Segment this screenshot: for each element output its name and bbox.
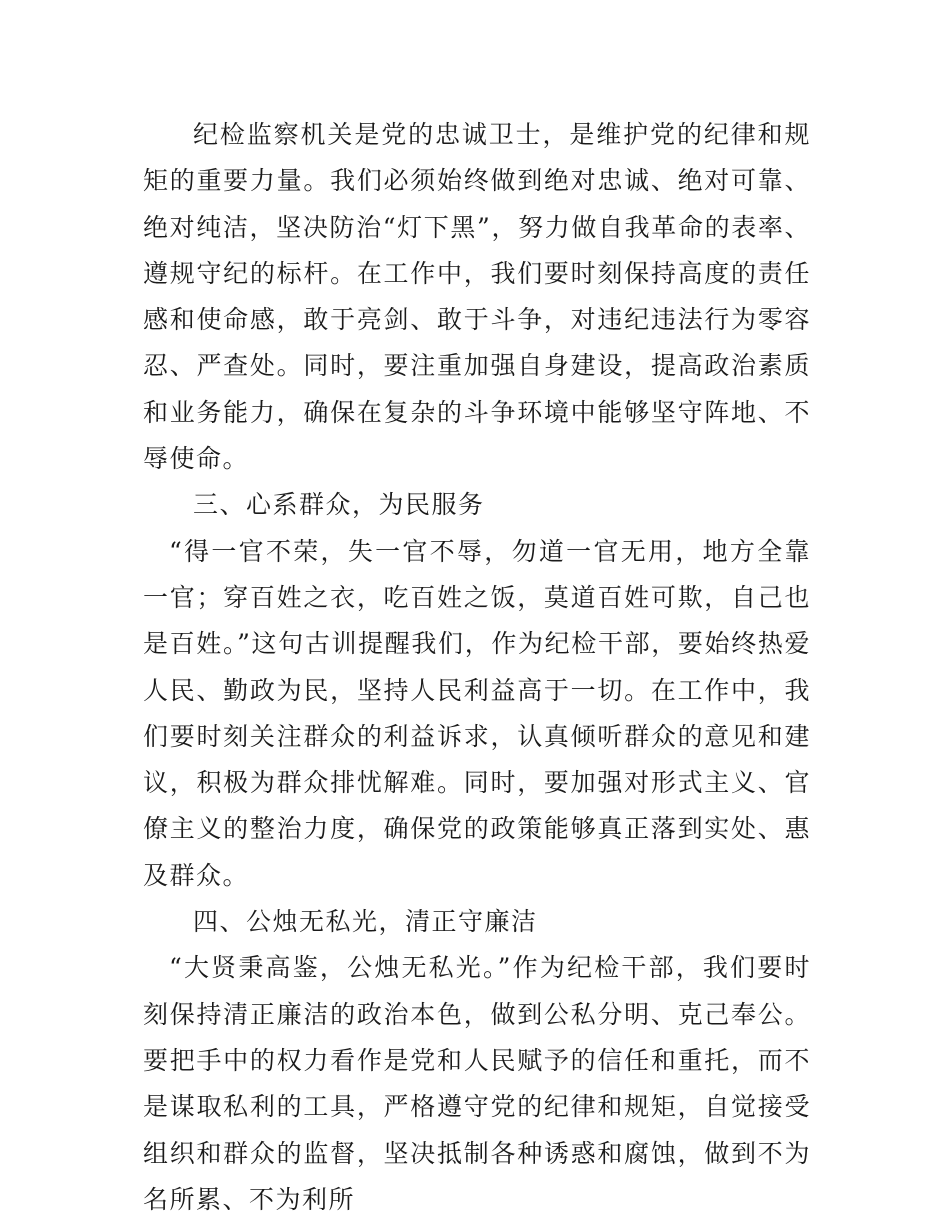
paragraph-serve-people: “得一官不荣，失一官不辱，勿道一官无用，地方全靠一官；穿百姓之衣，吃百姓之饭，莫道百姓可欺，自己也是百姓。”这句古训提醒我们，作为纪检干部，要始终热爱人民、勤政为民，坚持人民利益高于一切。在工作中，我们要时刻关注群众的利益诉求，认真倾听群众的意见和建议，积极为群众排忧解难。同时，要加强对形式主义、官僚主义的整治力度，确保党的政策能够真正落到实处、惠及群众。: [143, 536, 811, 890]
section-heading-serve-people: 三、心系群众，为民服务: [193, 490, 485, 520]
section-heading-integrity: 四、公烛无私光，清正守廉洁: [193, 907, 538, 937]
paragraph-integrity: “大贤秉高鉴，公烛无私光。”作为纪检干部，我们要时刻保持清正廉洁的政治本色，做到公私分明、克己奉公。要把手中的权力看作是党和人民赋予的信任和重托，而不是谋取私利的工具，严格遵守党的纪律和规矩，自觉接受组织和群众的监督，坚决抵制各种诱惑和腐蚀，做到不为名所累、不为利所: [143, 953, 811, 1214]
document-body: [143, 112, 811, 1223]
paragraph-discipline-guardians: 纪检监察机关是党的忠诚卫士，是维护党的纪律和规矩的重要力量。我们必须始终做到绝对忠诚、绝对可靠、绝对纯洁，坚决防治“灯下黑”，努力做自我革命的表率、遵规守纪的标杆。在工作中，我们要时刻保持高度的责任感和使命感，敢于亮剑、敢于斗争，对违纪违法行为零容忍、严查处。同时，要注重加强自身建设，提高政治素质和业务能力，确保在复杂的斗争环境中能够坚守阵地、不辱使命。: [143, 120, 811, 474]
